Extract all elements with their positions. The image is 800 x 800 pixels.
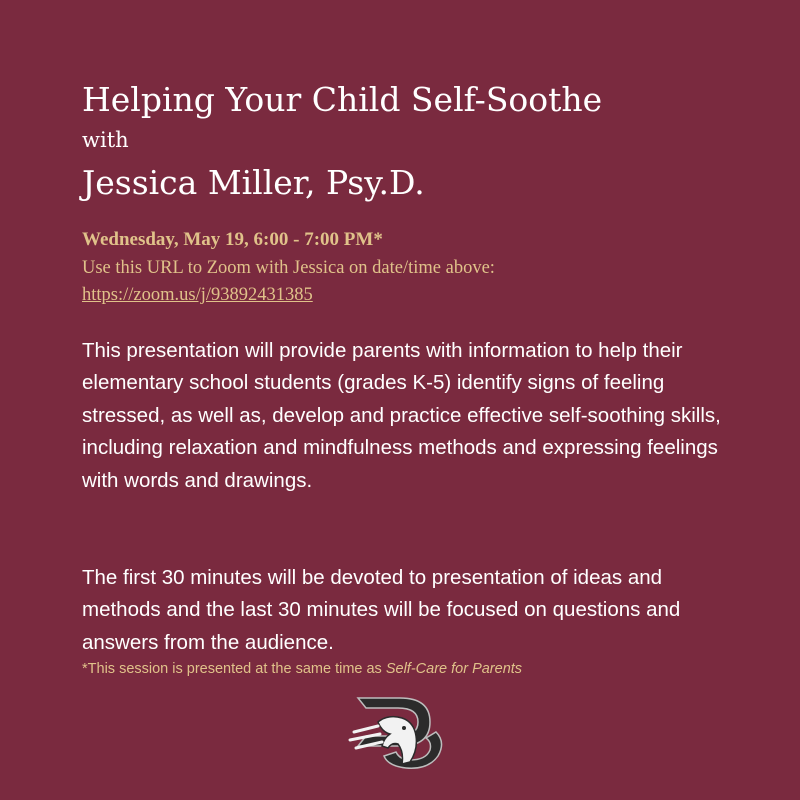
footnote-session-name: Self-Care for Parents bbox=[385, 661, 523, 677]
footnote bbox=[82, 659, 522, 679]
event-title: Helping Your Child Self-Soothe bbox=[82, 80, 603, 119]
with-label: with bbox=[82, 128, 129, 152]
url-instruction: Use this URL to Zoom with Jessica on date/time above: bbox=[82, 258, 495, 278]
footnote-prefix: *This session is presented at the same time as bbox=[82, 661, 386, 677]
event-date: Wednesday, May 19, 6:00 - 7:00 PM* bbox=[82, 229, 383, 250]
description-paragraph-1: This presentation will provide parents with information to help their elementary school students (grades K-5) identify signs of feeling stressed, as well as, develop and practice effective self-soothing skills, including relaxation and mindfulness methods and expressing feelings with words and drawings. bbox=[82, 339, 721, 492]
zoom-link[interactable]: https://zoom.us/j/93892431385 bbox=[82, 285, 313, 305]
horse-head-ds-logo-icon bbox=[348, 692, 452, 772]
presenter-name: Jessica Miller, Psy.D. bbox=[82, 163, 425, 202]
description-paragraph-2: The first 30 minutes will be devoted to presentation of ideas and methods and the last 30 minutes will be focused on questions and answers from the audience. bbox=[82, 566, 681, 654]
